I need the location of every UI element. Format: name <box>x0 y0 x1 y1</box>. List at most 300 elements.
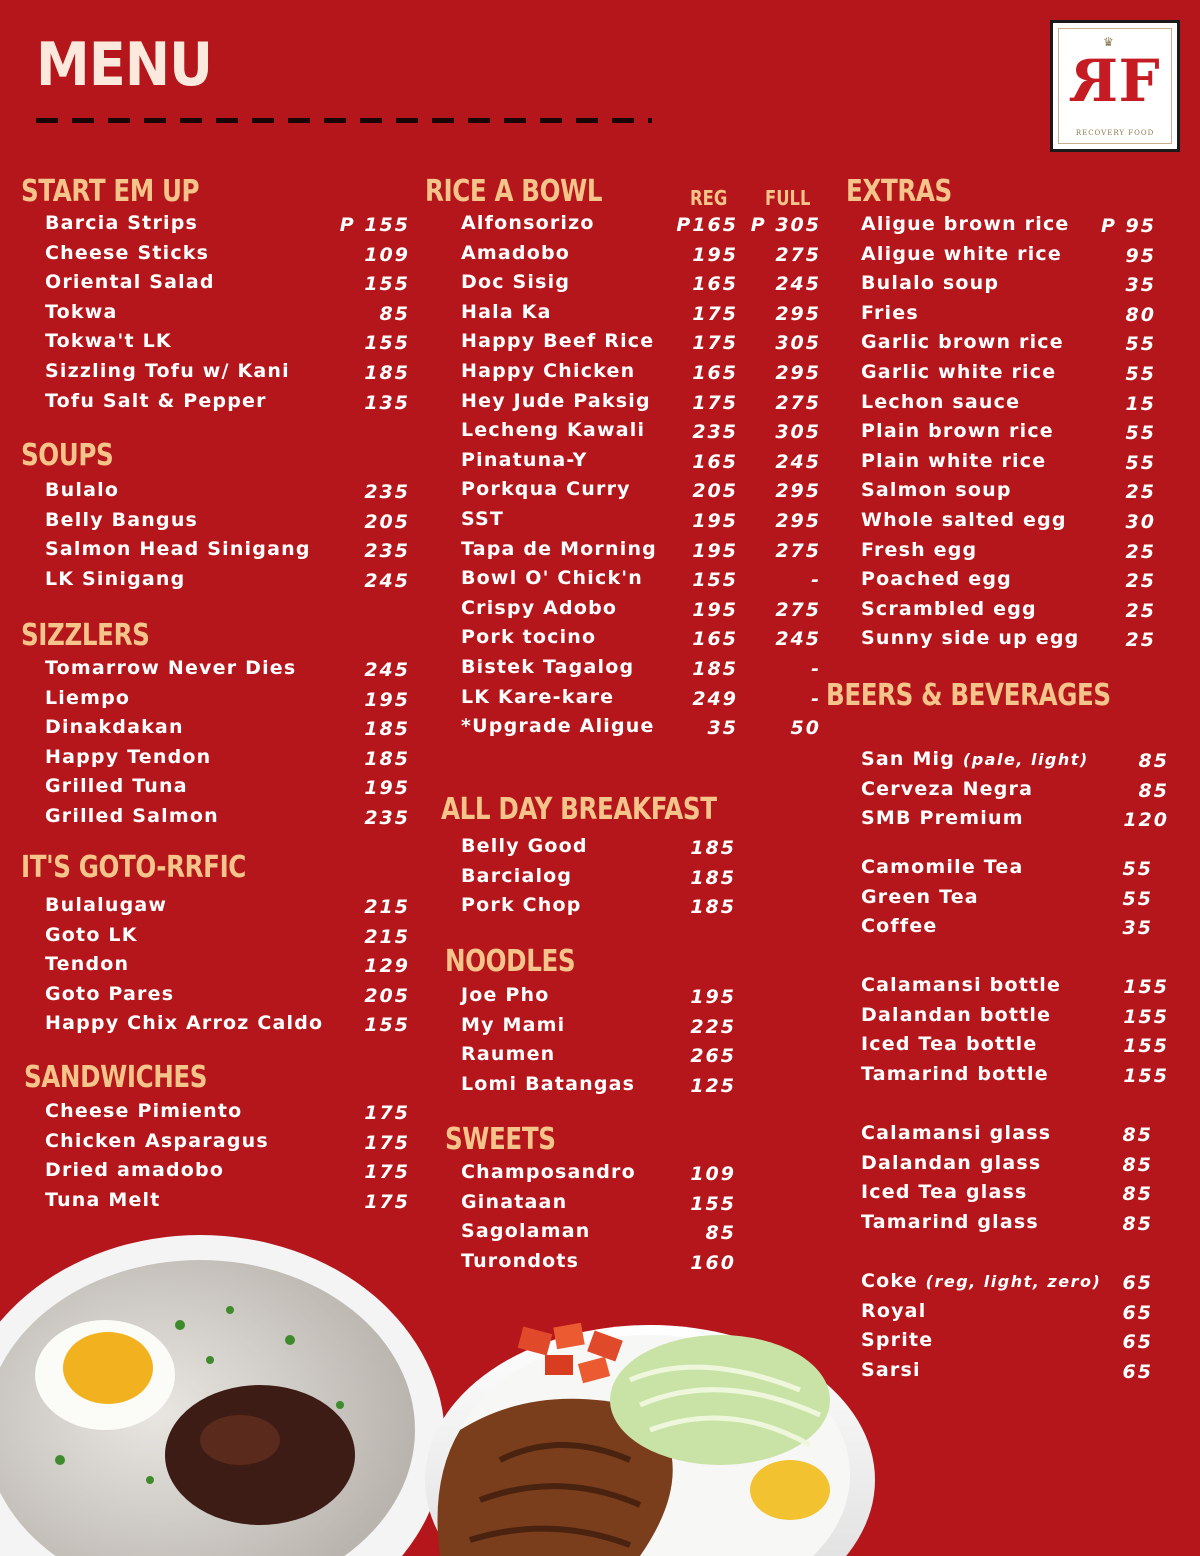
menu-item-row <box>45 657 410 687</box>
menu-item-row <box>861 450 1156 480</box>
menu-item-name: Coffee <box>861 915 938 938</box>
title-dashed-divider <box>36 118 652 123</box>
menu-item-row <box>861 391 1156 421</box>
menu-item-full-price: 275 <box>775 243 821 266</box>
menu-item-price: 85 <box>705 1222 736 1245</box>
menu-item-row <box>45 805 410 835</box>
heading-start-em-up: START EM UP <box>21 174 200 209</box>
menu-item-row <box>461 212 821 242</box>
menu-item-name: Tendon <box>45 953 130 976</box>
menu-item-price: 129 <box>364 955 410 978</box>
menu-item-price: 185 <box>690 896 736 919</box>
reg-column-label: REG <box>690 186 728 210</box>
menu-item-name: Cheese Pimiento <box>45 1100 243 1122</box>
heading-sizzlers: SIZZLERS <box>21 618 150 653</box>
menu-item-name: Poached egg <box>861 568 1012 591</box>
menu-item-price: 155 <box>364 273 410 296</box>
menu-item-name: Belly Good <box>461 835 588 857</box>
menu-item-name: Champosandro <box>461 1161 636 1183</box>
menu-item-row <box>861 807 1169 837</box>
menu-item-name: Iced Tea glass <box>861 1181 1028 1204</box>
menu-item-name: Dried amadobo <box>45 1159 225 1182</box>
menu-item-reg-price: 195 <box>692 509 738 532</box>
menu-item-price: 195 <box>364 688 410 711</box>
menu-item-row <box>861 1063 1169 1093</box>
menu-item-name: Pinatuna-Y <box>461 448 588 471</box>
menu-item-full-price: 245 <box>775 628 821 651</box>
menu-item-row <box>45 983 410 1013</box>
menu-item-name: Joe Pho <box>461 984 550 1006</box>
menu-item-row <box>461 894 736 924</box>
menu-item-reg-price: 195 <box>692 539 738 562</box>
menu-item-name: Bowl O' Chick'n <box>461 567 644 590</box>
menu-item-row <box>461 656 821 686</box>
menu-item-reg-price: 175 <box>692 302 738 325</box>
corn-topping <box>750 1460 830 1520</box>
menu-item-name: Pork Chop <box>461 894 582 917</box>
menu-item-full-price: 295 <box>775 361 821 384</box>
menu-item-price: 175 <box>364 1161 410 1184</box>
menu-item-full-price: 305 <box>775 332 821 355</box>
menu-item-reg-price: 155 <box>692 569 738 592</box>
menu-item-name: Ginataan <box>461 1190 568 1213</box>
menu-item-row <box>45 746 410 776</box>
menu-item-row <box>861 331 1156 361</box>
menu-item-name: Cerveza Negra <box>861 777 1034 800</box>
menu-item-note: (pale, light) <box>962 750 1089 769</box>
menu-item-price: 65 <box>1122 1360 1153 1383</box>
menu-item-price: 55 <box>1125 422 1156 445</box>
soups-list <box>45 479 410 597</box>
menu-item-reg-price: 165 <box>692 273 738 296</box>
menu-item-reg-price: 175 <box>692 391 738 414</box>
menu-item-full-price: 295 <box>775 509 821 532</box>
menu-item-reg-price: 195 <box>692 598 738 621</box>
menu-item-name: Coke (reg, light, zero) <box>861 1270 1102 1292</box>
menu-item-price: 109 <box>364 243 410 266</box>
menu-item-reg-price: 205 <box>692 480 738 503</box>
menu-item-price: 85 <box>379 302 410 325</box>
menu-item-row <box>861 1300 1153 1330</box>
menu-item-row <box>861 539 1156 569</box>
menu-item-row <box>461 567 821 597</box>
menu-item-price: 95 <box>1125 244 1156 267</box>
menu-item-price: 235 <box>364 806 410 829</box>
menu-item-name: Plain brown rice <box>861 420 1054 443</box>
menu-item-row <box>861 886 1153 916</box>
menu-item-name: Salmon Head Sinigang <box>45 538 311 561</box>
menu-item-name: Oriental Salad <box>45 271 215 294</box>
menu-item-price: 65 <box>1122 1272 1153 1294</box>
page-title: MENU <box>36 30 213 100</box>
menu-item-name: Fries <box>861 301 919 324</box>
menu-item-row <box>45 1012 410 1042</box>
menu-item-price: P 95 <box>1101 215 1156 237</box>
menu-item-full-price: 245 <box>775 273 821 296</box>
menu-item-name: Scrambled egg <box>861 597 1037 620</box>
menu-item-price: 85 <box>1138 779 1169 802</box>
menu-item-price: 25 <box>1125 540 1156 563</box>
menu-item-name: Happy Chix Arroz Caldo <box>45 1012 324 1035</box>
menu-item-price: 235 <box>364 481 410 503</box>
menu-item-row <box>461 242 821 272</box>
menu-item-full-price: - <box>811 569 821 592</box>
all-day-breakfast-list <box>461 835 736 924</box>
food-photo <box>0 1230 900 1556</box>
menu-item-price: 155 <box>364 1014 410 1037</box>
menu-item-name: Happy Tendon <box>45 745 212 768</box>
menu-item-reg-price: 235 <box>692 421 738 444</box>
menu-item-name: Tofu Salt & Pepper <box>45 389 267 412</box>
sodas-list <box>861 1270 1153 1388</box>
menu-item-name: Grilled Tuna <box>45 775 188 798</box>
menu-item-row <box>861 213 1156 243</box>
menu-item-price: 195 <box>690 986 736 1008</box>
menu-item-price: 35 <box>1125 274 1156 297</box>
heading-sweets: SWEETS <box>445 1122 556 1157</box>
menu-item-name: Salmon soup <box>861 479 1012 502</box>
menu-item-name: Tapa de Morning <box>461 537 657 560</box>
menu-item-name: Garlic brown rice <box>861 331 1064 354</box>
menu-item-name: Tamarind bottle <box>861 1062 1049 1085</box>
menu-item-price: 245 <box>364 659 410 681</box>
rice-a-bowl-list <box>461 212 821 745</box>
menu-item-price: 205 <box>364 984 410 1007</box>
menu-item-name: Bulalugaw <box>45 894 168 916</box>
menu-item-name: SST <box>461 507 505 530</box>
menu-item-price: 25 <box>1125 599 1156 622</box>
menu-item-row <box>861 479 1156 509</box>
menu-item-name: Royal <box>861 1299 927 1322</box>
menu-item-name: Sprite <box>861 1329 934 1352</box>
menu-item-name: My Mami <box>461 1013 566 1036</box>
menu-item-reg-price: 249 <box>692 687 738 710</box>
chicken-rice-bowl <box>425 1323 875 1556</box>
menu-item-price: 185 <box>690 837 736 859</box>
menu-item-name: Pork tocino <box>461 626 597 649</box>
menu-item-name: Lomi Batangas <box>461 1072 636 1095</box>
menu-item-name: Sizzling Tofu w/ Kani <box>45 359 290 382</box>
menu-item-full-price: 275 <box>775 391 821 414</box>
menu-item-name: Iced Tea bottle <box>861 1033 1038 1056</box>
menu-item-row <box>861 1122 1153 1152</box>
menu-item-price: 175 <box>364 1102 410 1124</box>
menu-item-name: Calamansi bottle <box>861 974 1062 996</box>
sizzlers-list <box>45 657 410 835</box>
menu-item-row <box>461 1043 736 1073</box>
glasses-list <box>861 1122 1153 1240</box>
menu-item-full-price: 295 <box>775 302 821 325</box>
menu-item-price: 120 <box>1123 809 1169 832</box>
menu-item-row <box>45 568 410 598</box>
menu-item-name: Crispy Adobo <box>461 596 618 619</box>
menu-item-row <box>861 420 1156 450</box>
menu-item-price: 30 <box>1125 510 1156 533</box>
menu-item-name: Belly Bangus <box>45 508 199 531</box>
menu-item-name: Tamarind glass <box>861 1210 1039 1233</box>
menu-item-row <box>45 538 410 568</box>
menu-item-note: (reg, light, zero) <box>925 1272 1102 1291</box>
menu-item-price: 15 <box>1125 392 1156 415</box>
menu-item-row <box>45 479 410 509</box>
menu-item-name: Camomile Tea <box>861 856 1024 878</box>
menu-item-price: 160 <box>690 1251 736 1274</box>
menu-item-name: Hey Jude Paksig <box>461 389 651 412</box>
menu-item-name: Hala Ka <box>461 300 552 323</box>
menu-item-row <box>45 301 410 331</box>
menu-item-reg-price: 165 <box>692 628 738 651</box>
menu-item-row <box>45 894 410 924</box>
menu-item-price: 155 <box>1123 976 1169 998</box>
menu-item-row <box>461 686 821 716</box>
menu-item-row <box>461 360 821 390</box>
menu-item-name: Green Tea <box>861 885 979 908</box>
menu-item-name: Calamansi glass <box>861 1122 1052 1144</box>
menu-item-price: 25 <box>1125 570 1156 593</box>
menu-item-full-price: 245 <box>775 450 821 473</box>
menu-item-price: 155 <box>1123 1005 1169 1028</box>
menu-item-row <box>461 1073 736 1103</box>
teas-list <box>861 856 1153 945</box>
menu-item-row <box>461 301 821 331</box>
menu-item-name: Raumen <box>461 1043 556 1066</box>
menu-item-row <box>861 974 1169 1004</box>
menu-item-row <box>861 856 1153 886</box>
menu-item-price: 245 <box>364 569 410 592</box>
restaurant-logo <box>1050 20 1180 152</box>
menu-item-reg-price: 175 <box>692 332 738 355</box>
menu-item-row <box>461 1014 736 1044</box>
heading-rice-a-bowl: RICE A BOWL <box>425 174 603 209</box>
menu-item-name: Sagolaman <box>461 1220 591 1243</box>
menu-item-row <box>461 1161 736 1191</box>
menu-item-price: 265 <box>690 1045 736 1068</box>
menu-item-row <box>861 568 1156 598</box>
menu-item-row <box>45 924 410 954</box>
menu-item-name: Aligue brown rice <box>861 213 1070 235</box>
menu-item-name: Happy Chicken <box>461 359 636 382</box>
menu-item-name: Alfonsorizo <box>461 212 595 234</box>
menu-item-row <box>861 1033 1169 1063</box>
menu-item-row <box>461 271 821 301</box>
menu-item-price: 155 <box>690 1192 736 1215</box>
heading-noodles: NOODLES <box>445 944 576 979</box>
menu-item-name: Doc Sisig <box>461 271 571 294</box>
menu-item-name: Tuna Melt <box>45 1188 161 1211</box>
menu-item-price: 85 <box>1138 750 1169 772</box>
menu-item-row <box>861 1270 1153 1300</box>
menu-item-row <box>45 953 410 983</box>
menu-item-name: Dalandan glass <box>861 1151 1042 1174</box>
menu-item-row <box>461 1191 736 1221</box>
menu-item-name: Lechon sauce <box>861 390 1021 413</box>
menu-item-price: 215 <box>364 925 410 948</box>
menu-item-price: 185 <box>364 747 410 770</box>
menu-item-name: Happy Beef Rice <box>461 330 655 353</box>
logo-subtitle: RECOVERY FOOD <box>1075 129 1155 137</box>
menu-item-row <box>461 419 821 449</box>
menu-item-name: Chicken Asparagus <box>45 1129 269 1152</box>
menu-item-name: Bulalo <box>45 479 120 501</box>
menu-item-name: Barcia Strips <box>45 212 199 234</box>
heading-all-day-breakfast: ALL DAY BREAKFAST <box>441 792 717 827</box>
menu-item-name: Grilled Salmon <box>45 804 219 827</box>
menu-item-row <box>45 330 410 360</box>
menu-item-price: 185 <box>364 718 410 741</box>
menu-item-row <box>861 509 1156 539</box>
menu-item-reg-price: P165 <box>676 214 738 236</box>
menu-item-name: Cheese Sticks <box>45 241 210 264</box>
beers-list <box>861 748 1169 837</box>
menu-item-row <box>461 984 736 1014</box>
menu-item-price: 55 <box>1125 451 1156 474</box>
menu-item-name: Plain white rice <box>861 449 1047 472</box>
menu-item-name: Porkqua Curry <box>461 478 631 501</box>
menu-item-row <box>461 626 821 656</box>
menu-item-price: 155 <box>1123 1064 1169 1087</box>
menu-item-row <box>45 509 410 539</box>
menu-item-row <box>461 449 821 479</box>
menu-item-full-price: 275 <box>775 539 821 562</box>
menu-item-name: San Mig (pale, light) <box>861 748 1089 770</box>
logo-letters: RF <box>1078 47 1152 115</box>
bottles-list <box>861 974 1169 1092</box>
menu-item-row <box>861 627 1156 657</box>
menu-item-row <box>861 1004 1169 1034</box>
menu-item-row <box>45 1100 410 1130</box>
menu-item-full-price: - <box>811 687 821 710</box>
crown-icon: ♛ <box>1103 35 1114 49</box>
menu-item-row <box>861 915 1153 945</box>
menu-item-row <box>45 212 410 242</box>
menu-item-row <box>861 598 1156 628</box>
congee-bowl <box>0 1235 445 1556</box>
menu-item-row <box>861 1359 1153 1389</box>
menu-item-price: 65 <box>1122 1331 1153 1354</box>
menu-item-price: 55 <box>1122 858 1153 880</box>
heading-extras: EXTRAS <box>846 174 952 209</box>
menu-item-price: 185 <box>690 866 736 889</box>
menu-item-row <box>45 775 410 805</box>
menu-item-name: Goto LK <box>45 923 138 946</box>
menu-item-price: 155 <box>364 332 410 355</box>
menu-item-row <box>45 1130 410 1160</box>
menu-item-price: 185 <box>364 361 410 384</box>
menu-item-name: Tomarrow Never Dies <box>45 657 297 679</box>
menu-item-name: Dinakdakan <box>45 716 184 739</box>
menu-item-name: Liempo <box>45 686 131 709</box>
menu-item-name: Dalandan bottle <box>861 1003 1052 1026</box>
menu-item-row <box>861 361 1156 391</box>
menu-item-row <box>461 865 736 895</box>
full-column-label: FULL <box>765 186 811 210</box>
menu-item-row <box>861 243 1156 273</box>
menu-item-price: 55 <box>1125 362 1156 385</box>
menu-item-price: 55 <box>1125 333 1156 356</box>
start-em-up-list <box>45 212 410 419</box>
menu-item-price: 25 <box>1125 629 1156 652</box>
menu-item-name: Goto Pares <box>45 982 175 1005</box>
menu-item-name: Sarsi <box>861 1358 921 1381</box>
menu-item-name: *Upgrade Aligue <box>461 715 655 738</box>
menu-item-price: 65 <box>1122 1301 1153 1324</box>
menu-item-price: 155 <box>1123 1035 1169 1058</box>
menu-item-reg-price: 165 <box>692 450 738 473</box>
menu-item-row <box>461 538 821 568</box>
menu-item-row <box>461 478 821 508</box>
menu-item-name: Bistek Tagalog <box>461 655 635 678</box>
menu-item-row <box>861 1329 1153 1359</box>
menu-item-name: LK Kare-kare <box>461 685 615 708</box>
menu-item-price: 175 <box>364 1190 410 1213</box>
menu-item-row <box>45 687 410 717</box>
menu-item-price: 35 <box>1122 917 1153 940</box>
menu-item-row <box>45 1189 410 1219</box>
heading-soups: SOUPS <box>21 438 114 473</box>
menu-item-price: 135 <box>364 391 410 414</box>
sandwiches-list <box>45 1100 410 1218</box>
menu-item-row <box>461 597 821 627</box>
menu-item-price: 85 <box>1122 1212 1153 1235</box>
menu-item-price: 85 <box>1122 1183 1153 1206</box>
menu-item-row <box>461 390 821 420</box>
menu-item-name: Fresh egg <box>861 538 978 561</box>
menu-item-name: Tokwa <box>45 300 118 323</box>
menu-item-row <box>461 835 736 865</box>
menu-item-name: Whole salted egg <box>861 508 1067 531</box>
menu-item-row <box>45 716 410 746</box>
menu-item-price: 80 <box>1125 303 1156 326</box>
menu-item-row <box>861 1181 1153 1211</box>
menu-item-row <box>45 242 410 272</box>
menu-item-reg-price: 195 <box>692 243 738 266</box>
menu-item-full-price: 305 <box>775 421 821 444</box>
goto-list <box>45 894 410 1042</box>
menu-item-price: 125 <box>690 1074 736 1097</box>
menu-item-full-price: - <box>811 657 821 680</box>
menu-item-name: Garlic white rice <box>861 360 1057 383</box>
menu-item-reg-price: 35 <box>707 717 738 740</box>
menu-item-row <box>861 778 1169 808</box>
menu-item-row <box>861 272 1156 302</box>
menu-item-full-price: 275 <box>775 598 821 621</box>
menu-item-name: LK Sinigang <box>45 567 186 590</box>
noodles-list <box>461 984 736 1102</box>
menu-item-name: SMB Premium <box>861 807 1024 830</box>
menu-item-row <box>861 1152 1153 1182</box>
menu-item-full-price: 295 <box>775 480 821 503</box>
menu-item-price: P 155 <box>339 214 410 236</box>
menu-item-price: 85 <box>1122 1153 1153 1176</box>
menu-item-row <box>45 390 410 420</box>
menu-item-reg-price: 165 <box>692 361 738 384</box>
heading-sandwiches: SANDWICHES <box>24 1060 208 1095</box>
menu-item-row <box>461 508 821 538</box>
menu-item-row <box>861 748 1169 778</box>
menu-item-price: 225 <box>690 1015 736 1038</box>
menu-item-row <box>461 330 821 360</box>
menu-item-row <box>45 360 410 390</box>
heading-goto: IT'S GOTO-RRFIC <box>21 850 246 885</box>
menu-item-price: 175 <box>364 1131 410 1154</box>
menu-item-price: 55 <box>1122 887 1153 910</box>
menu-item-price: 235 <box>364 540 410 563</box>
menu-item-name: Lecheng Kawali <box>461 419 646 442</box>
menu-item-name: Aligue white rice <box>861 242 1062 265</box>
menu-item-row <box>861 1211 1153 1241</box>
menu-item-full-price: P 305 <box>750 214 821 236</box>
menu-item-price: 205 <box>364 510 410 533</box>
